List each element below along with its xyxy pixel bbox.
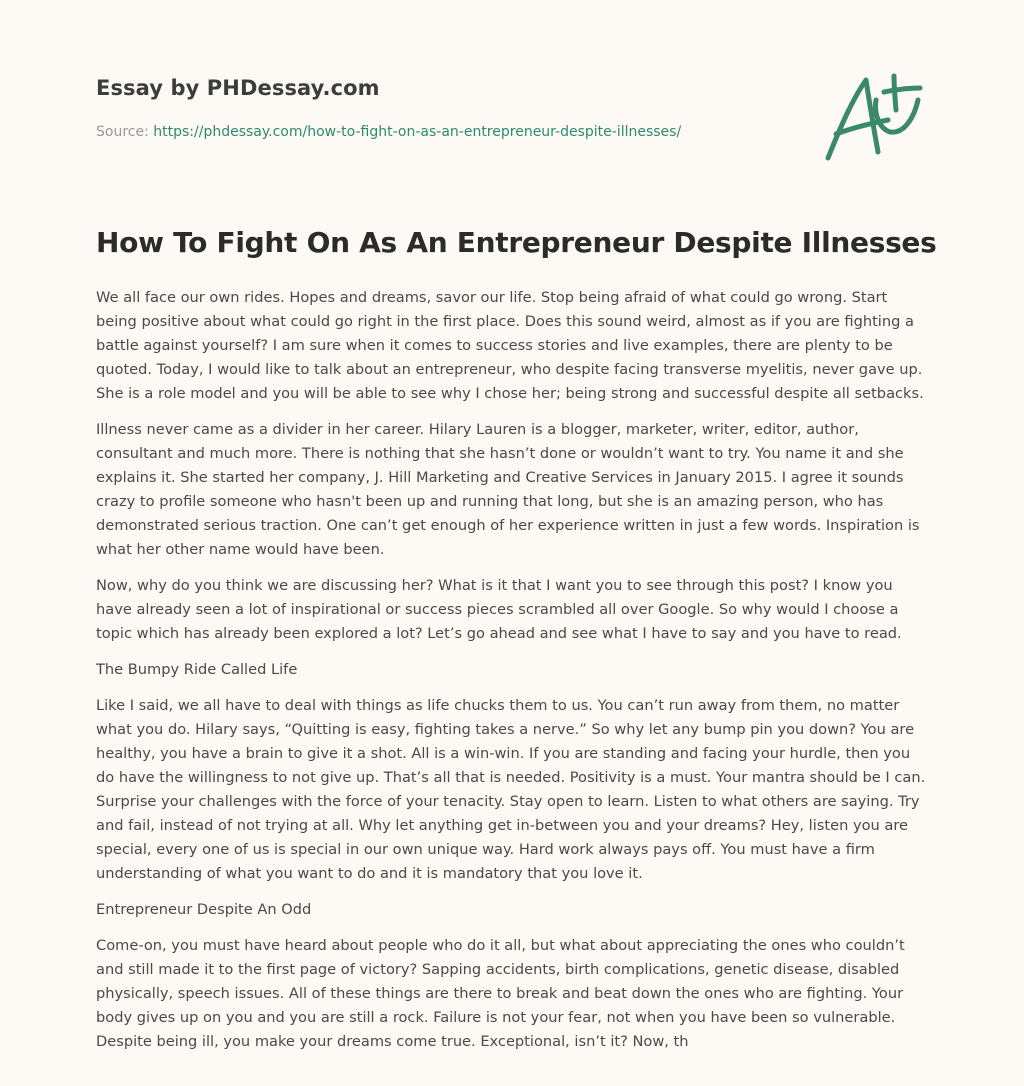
source-line bbox=[96, 124, 681, 140]
essay-body bbox=[96, 286, 932, 1066]
source-label: Source: bbox=[96, 124, 154, 140]
a-plus-grade-icon bbox=[818, 66, 930, 166]
section-heading: Entrepreneur Despite An Odd bbox=[96, 901, 312, 918]
paragraph: Come-on, you must have heard about people who do it all, but what about appreciating the ones who couldn’t and still made it to the first page of victory? Sapping accidents, birth complications, genetic disease, disabled physically, speech issues. All of these things are there to break and beat down the ones who are fighting. Your body gives up on you and you are still a rock. Failure is not your fear, not when you have been so vulnerable. Despite being ill, you make your dreams come true. Exceptional, isn’t it? Now, th bbox=[96, 937, 905, 1050]
site-brand: Essay by PHDessay.com bbox=[96, 76, 380, 100]
paragraph: Now, why do you think we are discussing her? What is it that I want you to see through this post? I know you have already seen a lot of inspirational or success pieces scrambled all over Google. So why would I choose a topic which has already been explored a lot? Let’s go ahead and see what I have to say and you have to read. bbox=[96, 577, 902, 642]
source-link[interactable]: https://phdessay.com/how-to-fight-on-as-an-entrepreneur-despite-illnesses/ bbox=[153, 124, 682, 140]
paragraph: We all face our own rides. Hopes and dreams, savor our life. Stop being afraid of what could go wrong. Start being positive about what could go right in the first place. Does this sound weird, almost as if you are fighting a battle against yourself? I am sure when it comes to success stories and live examples, there are plenty to be quoted. Today, I would like to talk about an entrepreneur, who despite facing transverse myelitis, never gave up. She is a role model and you will be able to see why I chose her; being strong and successful despite all setbacks. bbox=[96, 289, 924, 402]
essay-title: How To Fight On As An Entrepreneur Despite Illnesses bbox=[96, 226, 937, 259]
paragraph: Like I said, we all have to deal with things as life chucks them to us. You can’t run away from them, no matter what you do. Hilary says, “Quitting is easy, fighting takes a nerve.” So why let any bump pin you down? You are healthy, you have a brain to give it a shot. All is a win-win. If you are standing and facing your hurdle, then you do have the willingness to not give up. That’s all that is needed. Positivity is a must. Your mantra should be I can. Surprise your challenges with the force of your tenacity. Stay open to learn. Listen to what others are saying. Try and fail, instead of not trying at all. Why let anything get in-between you and your dreams? Hey, listen you are special, every one of us is special in our own unique way. Hard work always pays off. You must have a firm understanding of what you want to do and it is mandatory that you love it. bbox=[96, 697, 926, 882]
paragraph: Illness never came as a divider in her career. Hilary Lauren is a blogger, marketer, writer, editor, author, consultant and much more. There is nothing that she hasn’t done or wouldn’t want to try. You name it and she explains it. She started her company, J. Hill Marketing and Creative Services in January 2015. I agree it sounds crazy to profile someone who hasn't been up and running that long, but she is an amazing person, who has demonstrated serious traction. One can’t get enough of her experience written in just a few words. Inspiration is what her other name would have been. bbox=[96, 421, 920, 558]
section-heading: The Bumpy Ride Called Life bbox=[96, 661, 298, 678]
